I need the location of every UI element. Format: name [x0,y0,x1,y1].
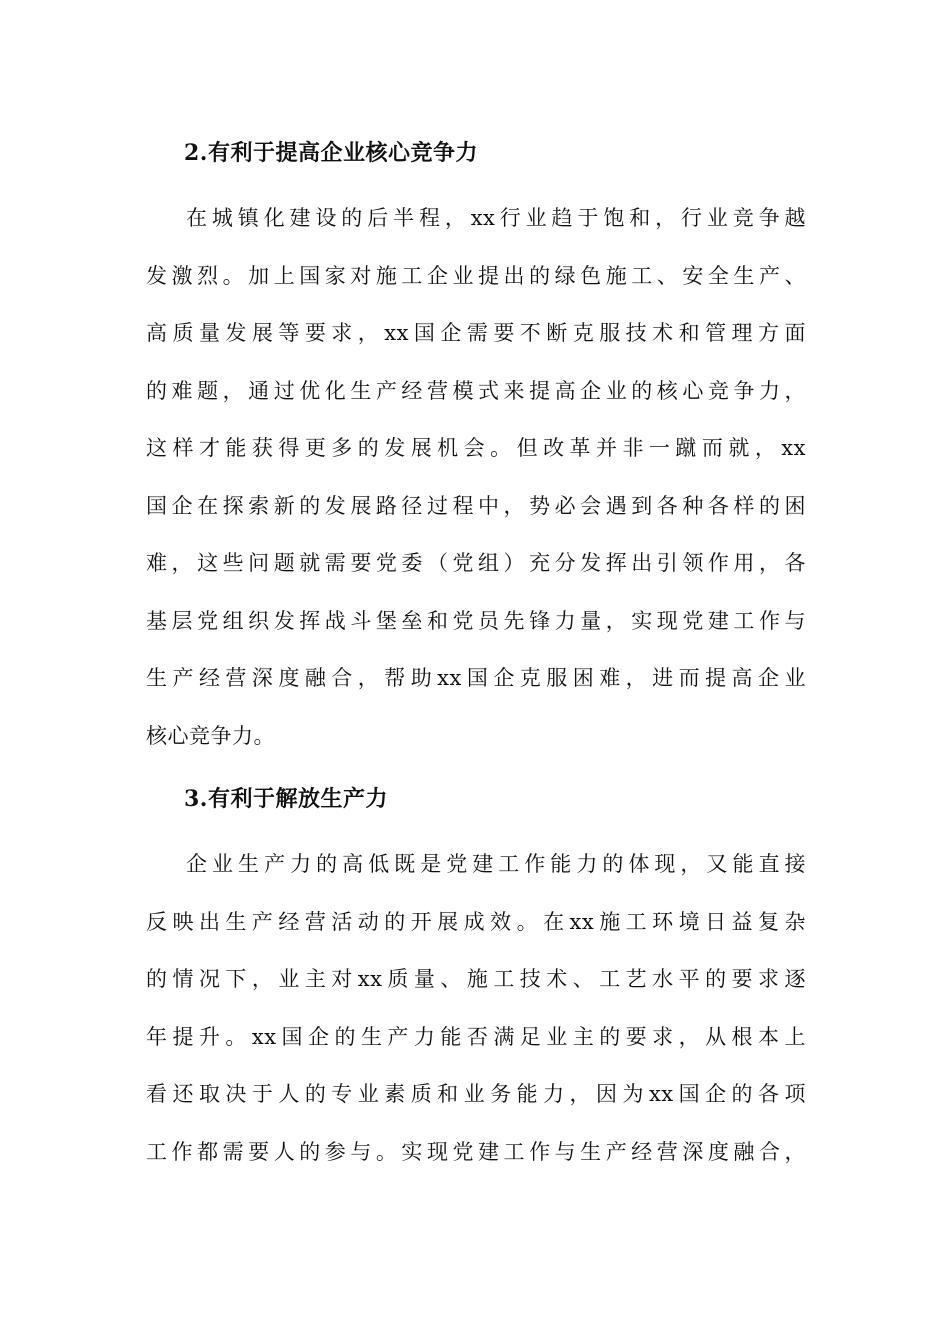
paragraph-line: 基层党组织发挥战斗堡垒和党员先锋力量，实现党建工作与 [146,608,806,633]
paragraph-line: 这样才能获得更多的发展机会。但改革并非一蹴而就，xx [146,436,806,460]
paragraph-line: 在城镇化建设的后半程，xx行业趋于饱和，行业竞争越 [186,206,806,230]
paragraph-line: 发激烈。加上国家对施工企业提出的绿色施工、安全生产、 [146,263,806,288]
paragraph-line: 工作都需要人的参与。实现党建工作与生产经营深度融合， [146,1139,806,1164]
paragraph-line: 国企在探索新的发展路径过程中，势必会遇到各种各样的困 [146,493,806,518]
paragraph-line: 的难题，通过优化生产经营模式来提高企业的核心竞争力， [146,378,806,403]
paragraph-line: 生产经营深度融合，帮助xx国企克服困难，进而提高企业 [146,666,806,690]
paragraph-line: 企业生产力的高低既是党建工作能力的体现，又能直接 [186,852,806,876]
paragraph-line: 难，这些问题就需要党委（党组）充分发挥出引领作用，各 [146,551,806,575]
paragraph-line: 看还取决于人的专业素质和业务能力，因为xx国企的各项 [146,1082,806,1106]
section-3-paragraph [146,836,806,1181]
paragraph-line: 高质量发展等要求，xx国企需要不断克服技术和管理方面 [146,321,806,345]
paragraph-line: 年提升。xx国企的生产力能否满足业主的要求，从根本上 [146,1024,806,1049]
paragraph-line: 核心竞争力。 [146,723,275,748]
paragraph-line: 的情况下，业主对xx质量、施工技术、工艺水平的要求逐 [146,967,806,991]
section-heading-3: 3.有利于解放生产力 [184,786,388,812]
paragraph-line: 反映出生产经营活动的开展成效。在xx施工环境日益复杂 [146,909,806,934]
section-heading-2: 2.有利于提高企业核心竞争力 [184,140,478,166]
section-2-paragraph [146,190,806,765]
